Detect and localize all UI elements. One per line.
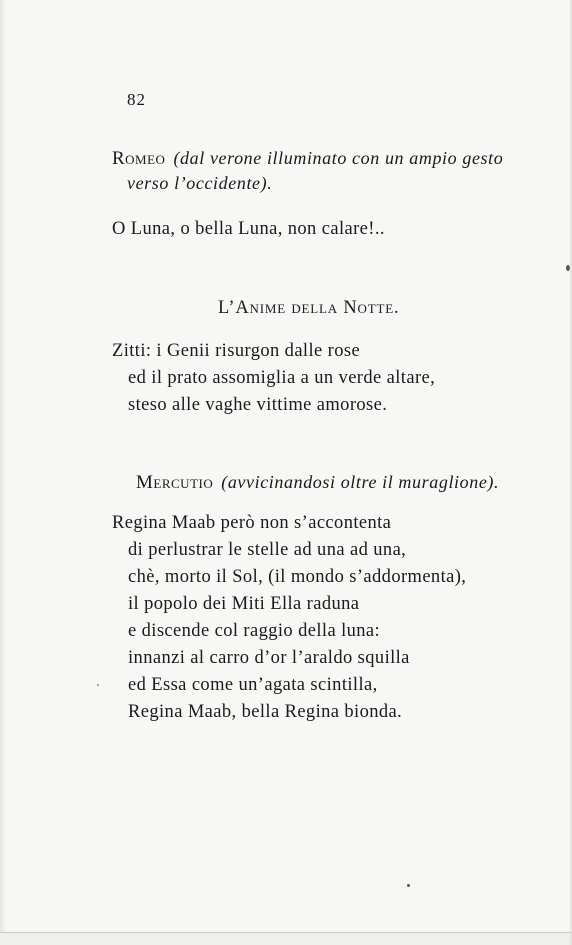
verse-line: Regina Maab, bella Regina bionda. [128, 702, 403, 722]
stage-direction-text: (avvicinandosi oltre il muraglione). [221, 472, 500, 492]
ink-speck [566, 265, 570, 271]
verse-line: e discende col raggio della luna: [128, 621, 381, 641]
verse-line: chè, morto il Sol, (il mondo s’addormenta), [128, 567, 467, 587]
stage-direction-mercutio [136, 472, 499, 494]
speaker-name-mercutio: Mercutio [136, 472, 214, 493]
verse-line: Zitti: i Genii risurgon dalle rose [112, 341, 361, 361]
verse-line: ed il prato assomiglia a un verde altare, [128, 368, 436, 388]
verse-line: di perlustrar le stelle ad una ad una, [128, 540, 407, 560]
ink-speck [97, 684, 99, 686]
romeo-verse-line: O Luna, o bella Luna, non calare!.. [112, 219, 385, 239]
stage-direction-romeo [112, 148, 503, 170]
verse-line: steso alle vaghe vittime amorose. [128, 395, 388, 415]
verse-line: il popolo dei Miti Ella raduna [128, 594, 360, 614]
section-heading: L’Anime della Notte. [218, 298, 400, 318]
verse-line: innanzi al carro d’or l’araldo squilla [128, 648, 410, 668]
speaker-name-romeo: Romeo [112, 148, 166, 169]
page-number: 82 [127, 90, 146, 109]
verse-line: ed Essa come un’agata scintilla, [128, 675, 378, 695]
page-bottom-edge [0, 932, 572, 945]
ink-speck [407, 884, 410, 887]
verse-line: Regina Maab però non s’accontenta [112, 513, 392, 533]
stage-direction-text-continued: verso l’occidente). [127, 173, 273, 193]
stage-direction-text: (dal verone illuminato con un ampio gesto [173, 148, 504, 168]
